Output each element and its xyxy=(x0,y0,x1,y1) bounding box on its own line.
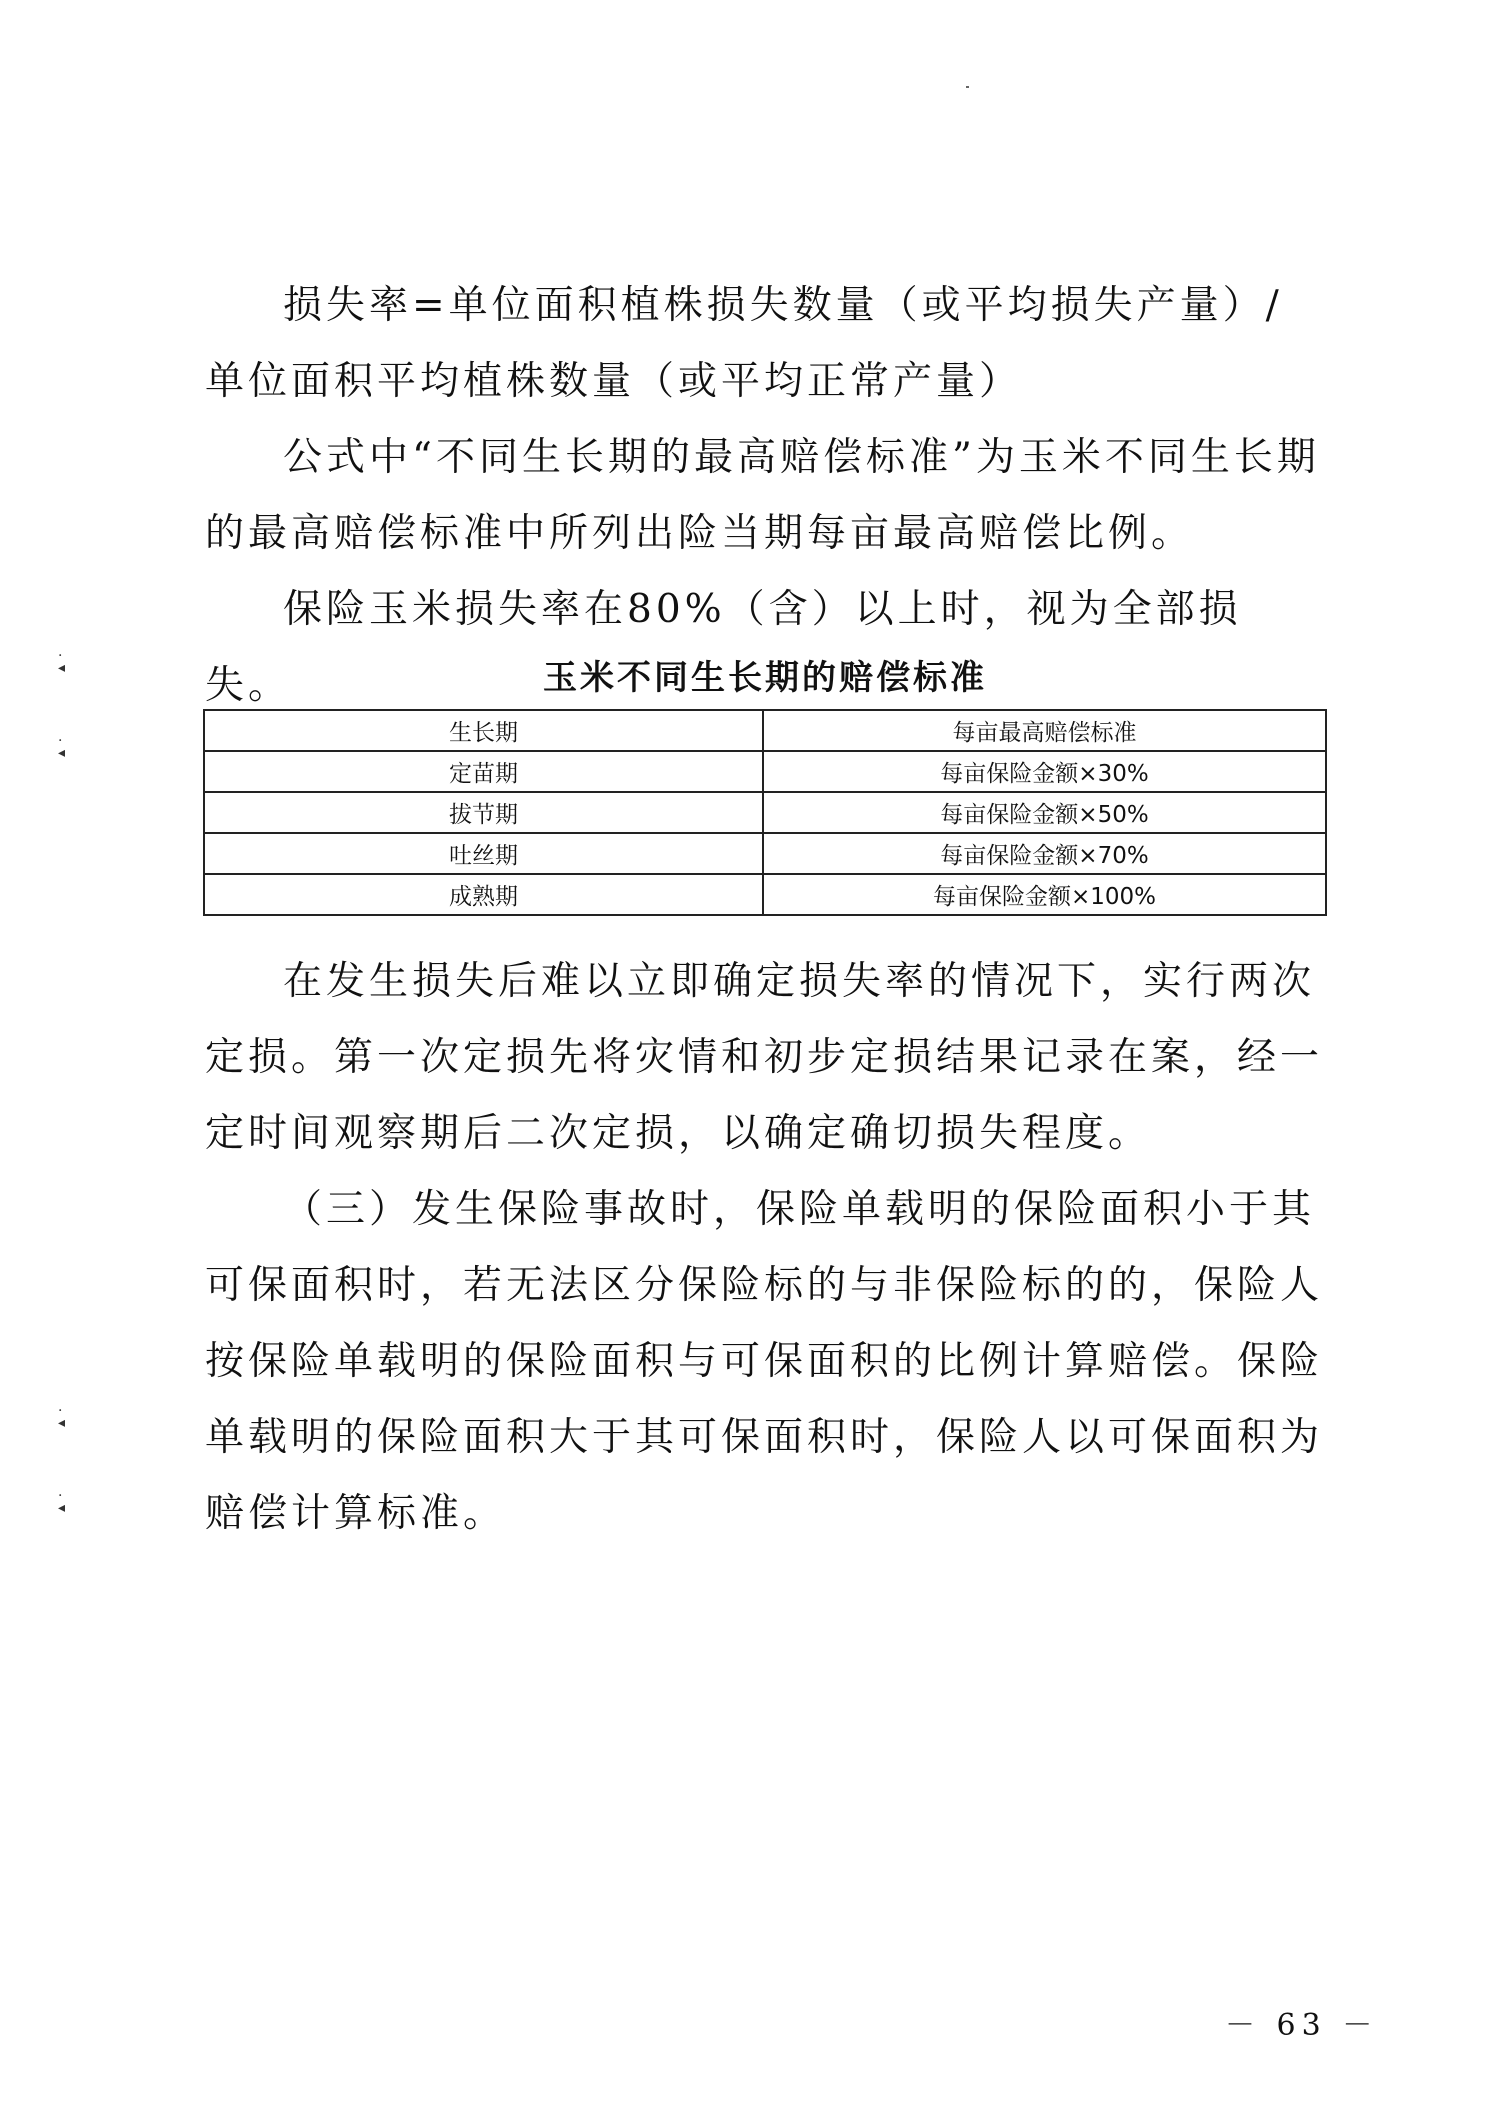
paragraph-formula-explanation xyxy=(205,420,1325,572)
paragraph-text: 损失率=单位面积植株损失数量（或平均损失产量）/单位面积平均植株数量（或平均正常产量） xyxy=(205,283,1283,404)
page-number: － 63 － xyxy=(1225,2008,1379,2043)
paragraph-text: 在发生损失后难以立即确定损失率的情况下，实行两次定损。第一次定损先将灾情和初步定损结果记录在案，经一定时间观察期后二次定损，以确定确切损失程度。 xyxy=(205,959,1324,1156)
table-cell: 吐丝期 xyxy=(204,833,763,874)
paragraph-text: （三）发生保险事故时，保险单载明的保险面积小于其可保面积时，若无法区分保险标的与非保险标的的，保险人按保险单载明的保险面积与可保面积的比例计算赔偿。保险单载明的保险面积大于其可保面积时，保险人以可保面积为赔偿计算标准。 xyxy=(205,1187,1324,1536)
table-row xyxy=(204,751,1326,792)
paragraph-two-stage-assessment xyxy=(205,944,1325,1172)
scan-speck xyxy=(966,86,969,88)
binding-hole-mark: · ◂ xyxy=(58,733,66,761)
paragraph-total-loss xyxy=(205,572,1325,724)
table-cell: 每亩保险金额×30% xyxy=(763,751,1326,792)
table-header-row xyxy=(204,710,1326,751)
table-cell: 定苗期 xyxy=(204,751,763,792)
table-cell: 每亩保险金额×100% xyxy=(763,874,1326,915)
paragraph-insured-area xyxy=(205,1172,1325,1552)
binding-hole-mark: · ◂ xyxy=(58,1403,66,1431)
paragraph-loss-rate-formula xyxy=(205,268,1325,420)
paragraph-text: 公式中“不同生长期的最高赔偿标准”为玉米不同生长期的最高赔偿标准中所列出险当期每亩最高赔偿比例。 xyxy=(205,435,1320,556)
table-cell: 拔节期 xyxy=(204,792,763,833)
table-header-cell: 生长期 xyxy=(204,710,763,751)
binding-hole-mark: · ◂ xyxy=(58,1488,66,1516)
table-cell: 每亩保险金额×70% xyxy=(763,833,1326,874)
table-row xyxy=(204,833,1326,874)
table-row xyxy=(204,792,1326,833)
table-header-cell: 每亩最高赔偿标准 xyxy=(763,710,1326,751)
paragraph-text: 保险玉米损失率在80%（含）以上时，视为全部损失。 xyxy=(205,587,1242,708)
compensation-standard-table xyxy=(203,709,1327,916)
binding-hole-mark: · ◂ xyxy=(58,648,66,676)
table-row xyxy=(204,874,1326,915)
table-cell: 成熟期 xyxy=(204,874,763,915)
table-cell: 每亩保险金额×50% xyxy=(763,792,1326,833)
table-title: 玉米不同生长期的赔偿标准 xyxy=(543,658,987,698)
